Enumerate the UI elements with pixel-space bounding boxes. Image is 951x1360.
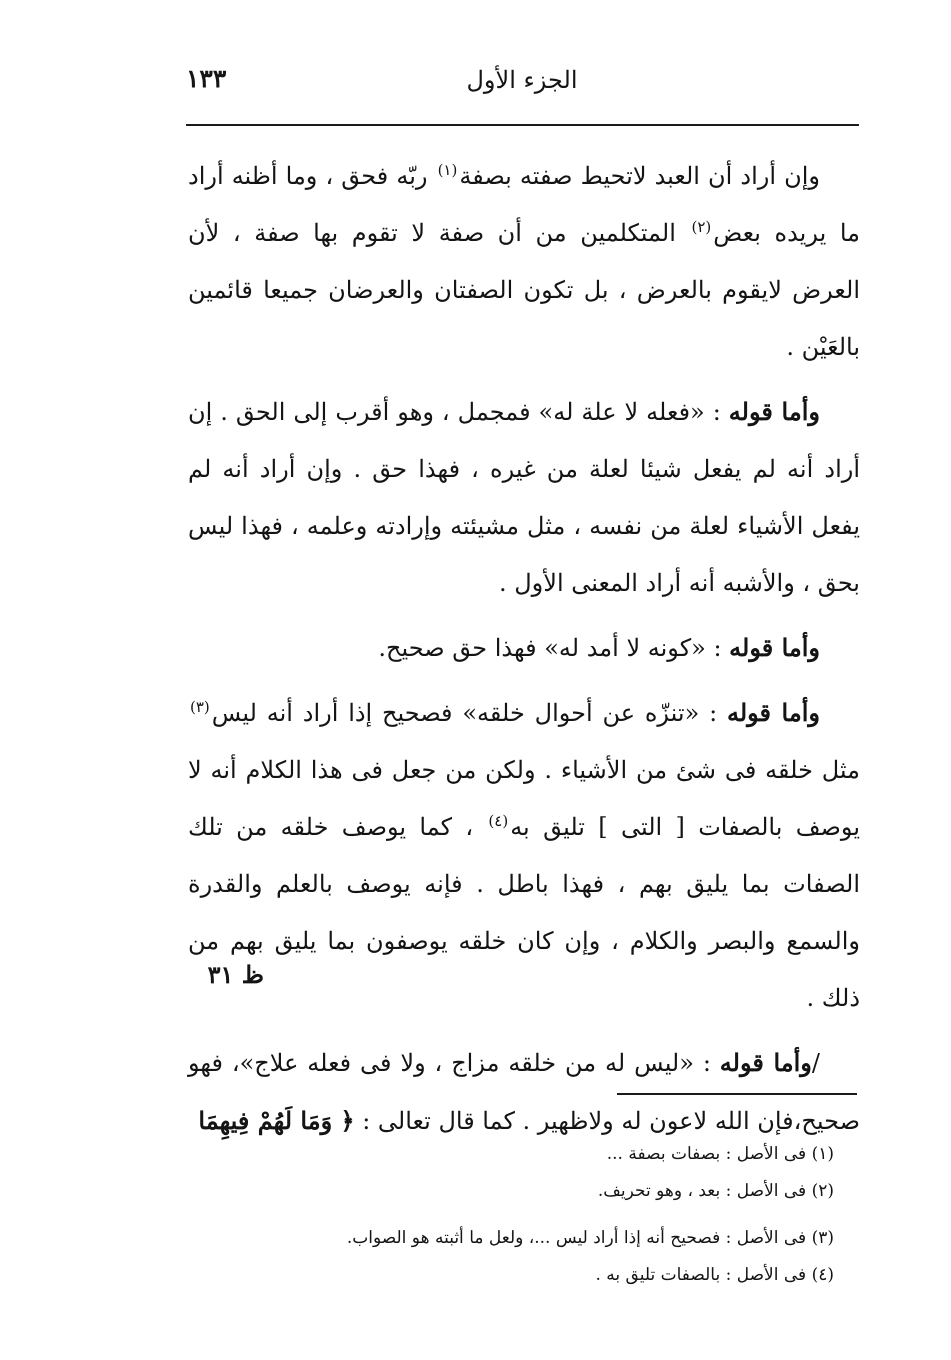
footnote-rule	[617, 1093, 857, 1095]
paragraph-5	[188, 1034, 860, 1150]
paragraph-1	[188, 148, 860, 376]
paragraph-2-lead: وأما قوله	[728, 397, 820, 426]
paragraph-3-text: : «كونه لا أمد له» فهذا حق صحيح.	[378, 634, 730, 662]
paragraph-5-lead: وأما قوله	[719, 1048, 812, 1077]
paragraph-4-text-start: : «تنزّه عن أحوال خلقه» فصحيح إذا أراد أنه ليس	[211, 699, 727, 727]
paragraph-1-text-start: وإن أراد أن العبد لاتحيط صفته بصفة	[459, 162, 820, 190]
paragraph-4-text-end: ، كما يوصف خلقه من تلك الصفات بما يليق بهم ، فهذا باطل . فإنه يوصف بالعلم والقدرة والسمع والبصر والكلام ، وإن كان خلقه يوصفون بما يليق بهم من ذلك .	[188, 813, 860, 1012]
paragraph-5-text: : «ليس له من خلقه مزاج ، ولا فى فعله علاج»، فهو صحيح،فإن الله لاعون له ولاظهير . كما قال تعالى :	[188, 1049, 860, 1135]
folio-break-marker: /	[811, 1049, 820, 1077]
footnote-ref-4[interactable]: (٤)	[488, 812, 509, 830]
footnote-ref-3[interactable]: (٣)	[190, 698, 210, 716]
quran-quote: ﴿ وَمَا لَهُمْ فِيهِمَا	[198, 1106, 355, 1135]
paragraph-2-text: : «فعله لا علة له» فمجمل ، وهو أقرب إلى الحق . إن أراد أنه لم يفعل شيئا لعلة من غيره ، فهذا حق . وإن أراد أنه لم يفعل الأشياء لعلة من نفسه ، مثل مشيئته وإرادته وعلمه ، فهذا ليس بحق ، والأشبه أنه أراد المعنى الأول .	[188, 398, 860, 597]
footnote-1: (١) فى الأصل : بصفات بصفة ...	[606, 1144, 834, 1164]
margin-folio-note: ظ ٣١	[207, 960, 264, 989]
body-text	[188, 148, 860, 1157]
paragraph-2	[188, 383, 860, 612]
paragraph-3	[188, 619, 860, 677]
paragraph-1-text-end: المتكلمين من أن صفة لا تقوم بها صفة ، لأن العرض لايقوم بالعرض ، بل تكون الصفتان والعرضان جميعا قائمين بالعَيْن .	[188, 219, 860, 361]
header-rule	[186, 124, 859, 126]
footnote-2: (٢) فى الأصل : بعد ، وهو تحريف.	[597, 1181, 834, 1201]
paragraph-3-lead: وأما قوله	[729, 633, 820, 662]
footnote-4: (٤) فى الأصل : بالصفات تليق به .	[595, 1265, 834, 1285]
page-header	[186, 62, 858, 102]
footnotes	[186, 1136, 834, 1294]
paragraph-4-text-middle: مثل خلقه فى شئ من الأشياء . ولكن من جعل فى هذا الكلام أنه لا يوصف بالصفات [ التى ] تليق به	[188, 756, 861, 841]
paragraph-4	[188, 684, 860, 1027]
running-title: الجزء الأول	[466, 66, 578, 94]
paragraph-4-lead: وأما قوله	[726, 698, 820, 727]
paragraph-1-text-middle: ربّه فحق ، وما أظنه أراد ما يريده بعض	[188, 162, 861, 247]
footnote-ref-1[interactable]: (١)	[437, 161, 458, 179]
footnote-ref-2[interactable]: (٢)	[691, 218, 712, 236]
page-number: ١٣٣	[186, 64, 227, 93]
footnote-3: (٣) فى الأصل : فصحيح أنه إذا أراد ليس ...، ولعل ما أثبته هو الصواب.	[346, 1228, 834, 1248]
